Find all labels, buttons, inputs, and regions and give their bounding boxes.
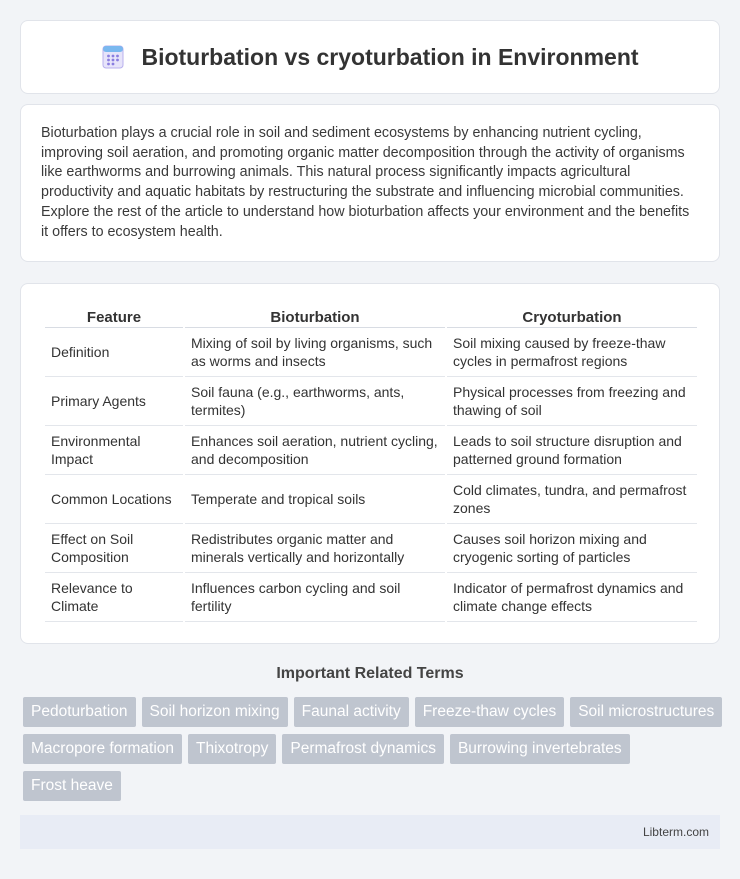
bioturbation-cell: Mixing of soil by living organisms, such as worms and insects <box>185 328 445 377</box>
related-term-tag[interactable]: Macropore formation <box>23 734 182 764</box>
cryoturbation-cell: Cold climates, tundra, and permafrost zones <box>447 475 697 524</box>
feature-cell: Primary Agents <box>45 377 183 426</box>
cryoturbation-cell: Leads to soil structure disruption and patterned ground formation <box>447 426 697 475</box>
related-term-tag[interactable]: Soil microstructures <box>570 697 722 727</box>
cryoturbation-cell: Causes soil horizon mixing and cryogenic sorting of particles <box>447 524 697 573</box>
intro-card <box>20 104 720 262</box>
footer-site-link[interactable]: Libterm.com <box>642 825 709 839</box>
table-row <box>45 426 697 475</box>
header-feature: Feature <box>45 303 183 328</box>
feature-cell: Common Locations <box>45 475 183 524</box>
related-terms-heading: Important Related Terms <box>276 665 464 682</box>
bioturbation-cell: Influences carbon cycling and soil fertility <box>185 573 445 622</box>
header-bioturbation: Bioturbation <box>185 303 445 328</box>
table-header-row <box>45 303 697 328</box>
feature-cell: Relevance to Climate <box>45 573 183 622</box>
related-term-tag[interactable]: Thixotropy <box>188 734 276 764</box>
bioturbation-cell: Enhances soil aeration, nutrient cycling, and decomposition <box>185 426 445 475</box>
comparison-table <box>43 303 699 622</box>
header-card <box>20 20 720 94</box>
related-term-tag[interactable]: Freeze-thaw cycles <box>415 697 565 727</box>
cryoturbation-cell: Physical processes from freezing and thawing of soil <box>447 377 697 426</box>
table-row <box>45 573 697 622</box>
table-row <box>45 475 697 524</box>
table-row <box>45 377 697 426</box>
feature-cell: Effect on Soil Composition <box>45 524 183 573</box>
related-term-tag[interactable]: Permafrost dynamics <box>282 734 444 764</box>
page-title: Bioturbation vs cryoturbation in Environment <box>141 43 639 70</box>
related-terms-list <box>23 697 723 801</box>
related-term-tag[interactable]: Pedoturbation <box>23 697 136 727</box>
footer <box>20 815 720 849</box>
header-cryoturbation: Cryoturbation <box>447 303 697 328</box>
bioturbation-cell: Soil fauna (e.g., earthworms, ants, termites) <box>185 377 445 426</box>
related-term-tag[interactable]: Frost heave <box>23 771 121 801</box>
feature-cell: Environmental Impact <box>45 426 183 475</box>
bioturbation-cell: Temperate and tropical soils <box>185 475 445 524</box>
intro-paragraph: Bioturbation plays a crucial role in soil and sediment ecosystems by enhancing nutrient cycling, improving soil aeration, and promoting organic matter decomposition through the activity of organisms like earthworms and burrowing animals. This natural process significantly impacts agricultural productivity and aquatic habitats by restructuring the substrate and influencing microbial communities. Explore the rest of the article to understand how bioturbation affects your environment and the benefits it offers to ecosystem health. <box>41 125 690 240</box>
comparison-table-card <box>20 283 720 644</box>
document-list-icon <box>101 44 125 70</box>
related-term-tag[interactable]: Faunal activity <box>294 697 409 727</box>
bioturbation-cell: Redistributes organic matter and minerals vertically and horizontally <box>185 524 445 573</box>
related-term-tag[interactable]: Soil horizon mixing <box>142 697 288 727</box>
table-row <box>45 328 697 377</box>
cryoturbation-cell: Indicator of permafrost dynamics and climate change effects <box>447 573 697 622</box>
related-term-tag[interactable]: Burrowing invertebrates <box>450 734 630 764</box>
feature-cell: Definition <box>45 328 183 377</box>
cryoturbation-cell: Soil mixing caused by freeze-thaw cycles in permafrost regions <box>447 328 697 377</box>
table-row <box>45 524 697 573</box>
